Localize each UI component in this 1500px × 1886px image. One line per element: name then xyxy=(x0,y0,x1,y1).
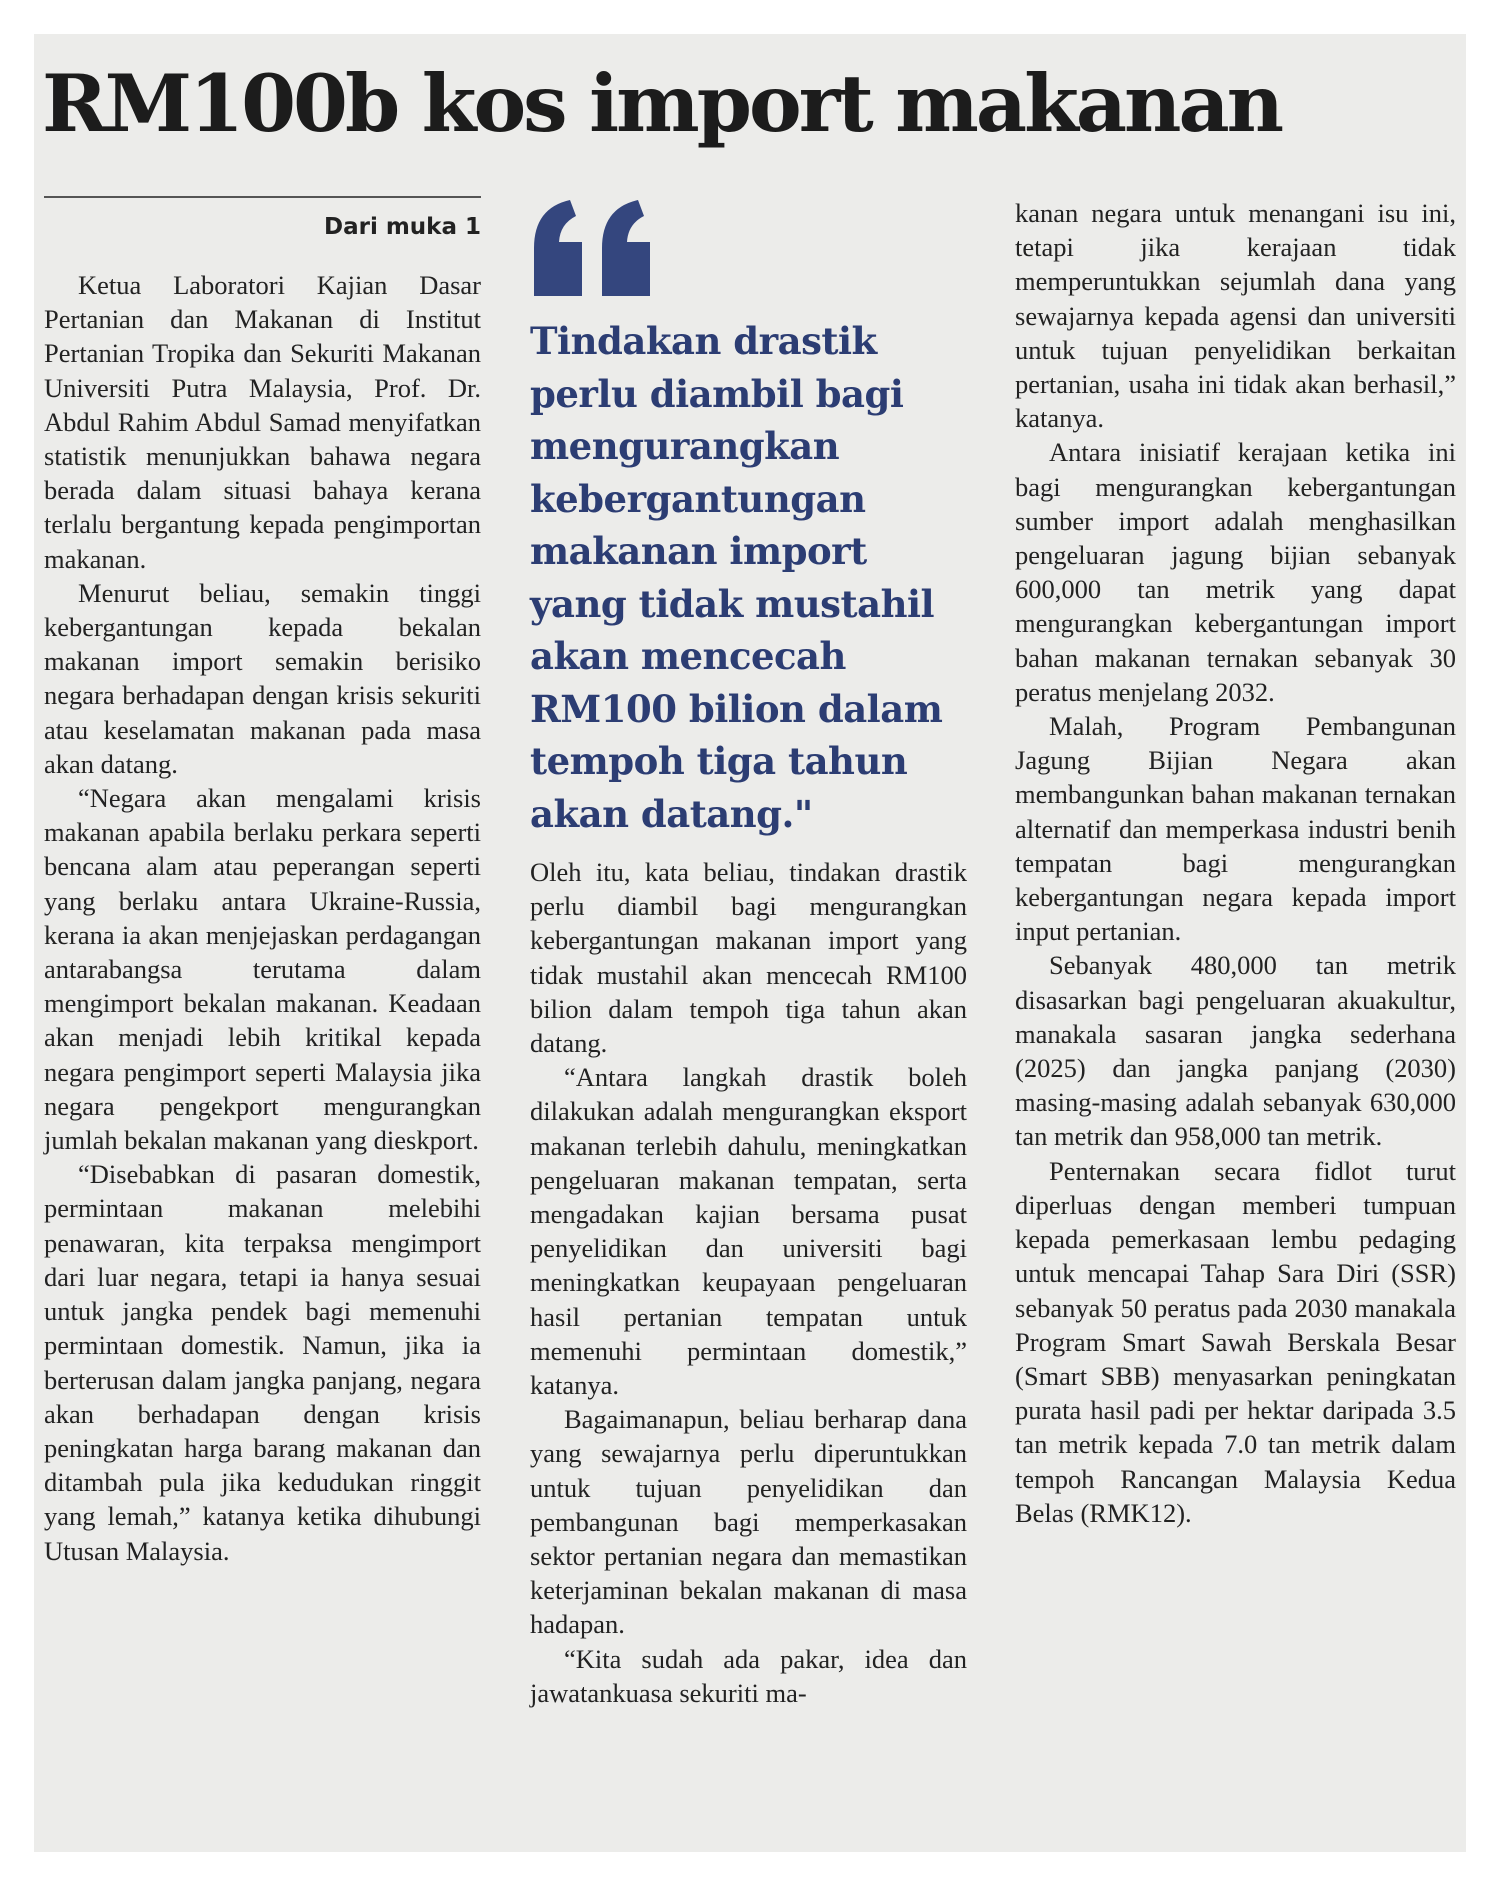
paragraph: “Disebabkan di pasaran domestik, permintaan makanan melebihi penawaran, kita terpaksa mengimport dari luar negara, tetapi ia hanya sesuai untuk jangka pendek bagi memenuhi permintaan domestik. Namun, jika ia berterusan dalam jangka panjang, negara akan berhadapan dengan krisis peningkatan harga barang makanan dan ditambah pula jika kedudukan ringgit yang lemah,” katanya ketika dihubungi Utusan Malaysia. xyxy=(44,1159,481,1566)
paragraph: “Negara akan mengalami krisis makanan apabila berlaku perkara seperti bencana alam atau peperangan seperti yang berlaku antara Ukraine-Russia, kerana ia akan menjejaskan perdagangan antarabangsa terutama dalam mengimport bekalan makanan. Keadaan akan menjadi lebih kritikal kepada negara pengimport seperti Malaysia jika negara pengekport mengurangkan jumlah bekalan makanan yang dieskport. xyxy=(44,783,481,1156)
column-3 xyxy=(1015,196,1456,1530)
pull-quote-line: akan datang." xyxy=(530,791,813,836)
paragraph: Antara inisiatif kerajaan ketika ini bagi mengurangkan kebergantungan sumber import adalah menghasilkan pengeluaran jagung bijian sebanyak 600,000 tan metrik yang dapat mengurangkan kebergantungan import bahan makanan ternakan sebanyak 30 peratus menjelang 2032. xyxy=(1015,437,1456,707)
pull-quote-line: makanan import xyxy=(530,529,867,573)
continued-from-label: Dari muka 1 xyxy=(323,214,481,240)
paragraph: Menurut beliau, semakin tinggi kebergantungan kepada bekalan makanan import semakin berisiko negara berhadapan dengan krisis sekuriti atau keselamatan makanan pada masa akan datang. xyxy=(44,577,481,779)
column-1 xyxy=(44,268,481,1568)
headline: RM100b kos import makanan xyxy=(42,57,1282,150)
newspaper-clipping xyxy=(34,34,1466,1852)
pull-quote-line: perlu diambil bagi xyxy=(530,371,904,416)
pull-quote-line: tempoh tiga tahun xyxy=(530,739,908,783)
paragraph: “Antara langkah drastik boleh dilakukan adalah mengurangkan eksport makanan terlebih dahulu, meningkatkan pengeluaran makanan tempatan, serta mengadakan kajian bersama pusat penyelidikan dan universiti bagi meningkatkan keupayaan pengeluaran hasil pertanian tempatan untuk memenuhi permintaan domestik,” katanya. xyxy=(530,1062,967,1401)
pull-quote-line: mengurangkan xyxy=(530,424,840,468)
pull-quote-line: Tindakan drastik xyxy=(530,319,877,363)
paragraph: Penternakan secara fidlot turut diperluas dengan memberi tumpuan kepada pemerkasaan lembu pedaging untuk mencapai Tahap Sara Diri (SSR) sebanyak 50 peratus pada 2030 manakala Program Smart Sawah Berskala Besar (Smart SBB) menyasarkan peningkatan purata hasil padi per hektar daripada 3.5 tan metrik kepada 7.0 tan metrik dalam tempoh Rancangan Malaysia Kedua Belas (RMK12). xyxy=(1015,1155,1456,1528)
pull-quote-line: kebergantungan xyxy=(530,476,866,521)
pull-quote xyxy=(530,315,990,840)
paragraph: Sebanyak 480,000 tan metrik disasarkan bagi pengeluaran akuakultur, manakala sasaran jangka sederhana (2025) dan jangka panjang (2030) masing-masing adalah sebanyak 630,000 tan metrik dan 958,000 tan metrik. xyxy=(1015,950,1456,1152)
paragraph: Oleh itu, kata beliau, tindakan drastik perlu diambil bagi mengurangkan kebergantungan makanan import yang tidak mustahil akan mencecah RM100 bilion dalam tempoh tiga tahun akan datang. xyxy=(530,857,967,1059)
paragraph: Malah, Program Pembangunan Jagung Bijian Negara akan membangunkan bahan makanan ternakan alternatif dan memperkasa industri benih tempatan bagi mengurangkan kebergantungan negara kepada import input pertanian. xyxy=(1015,711,1456,947)
paragraph: “Kita sudah ada pakar, idea dan jawatankuasa sekuriti ma- xyxy=(530,1643,967,1708)
divider-rule xyxy=(44,196,481,198)
pull-quote-line: akan mencecah xyxy=(530,634,846,678)
pull-quote-line: RM100 bilion dalam xyxy=(530,686,943,731)
column-2 xyxy=(530,855,967,1710)
paragraph: kanan negara untuk menangani isu ini, tetapi jika kerajaan tidak memperuntukkan sejumlah dana yang sewajarnya kepada agensi dan universiti untuk tujuan penyelidikan berkaitan pertanian, usaha ini tidak akan berhasil,” katanya. xyxy=(1015,198,1456,434)
quote-mark-icon xyxy=(530,196,660,296)
paragraph: Ketua Laboratori Kajian Dasar Pertanian dan Makanan di Institut Pertanian Tropika dan Sekuriti Makanan Universiti Putra Malaysia, Prof. Dr. Abdul Rahim Abdul Samad menyifatkan statistik menunjukkan bahawa negara berada dalam situasi bahaya kerana terlalu bergantung kepada pengimportan makanan. xyxy=(44,270,481,574)
pull-quote-line: yang tidak mustahil xyxy=(530,581,935,626)
paragraph: Bagaimanapun, beliau berharap dana yang sewajarnya perlu diperuntukkan untuk tujuan penyelidikan dan pembangunan bagi memperkasakan sektor pertanian negara dan memastikan keterjaminan bekalan makanan di masa hadapan. xyxy=(530,1404,967,1640)
